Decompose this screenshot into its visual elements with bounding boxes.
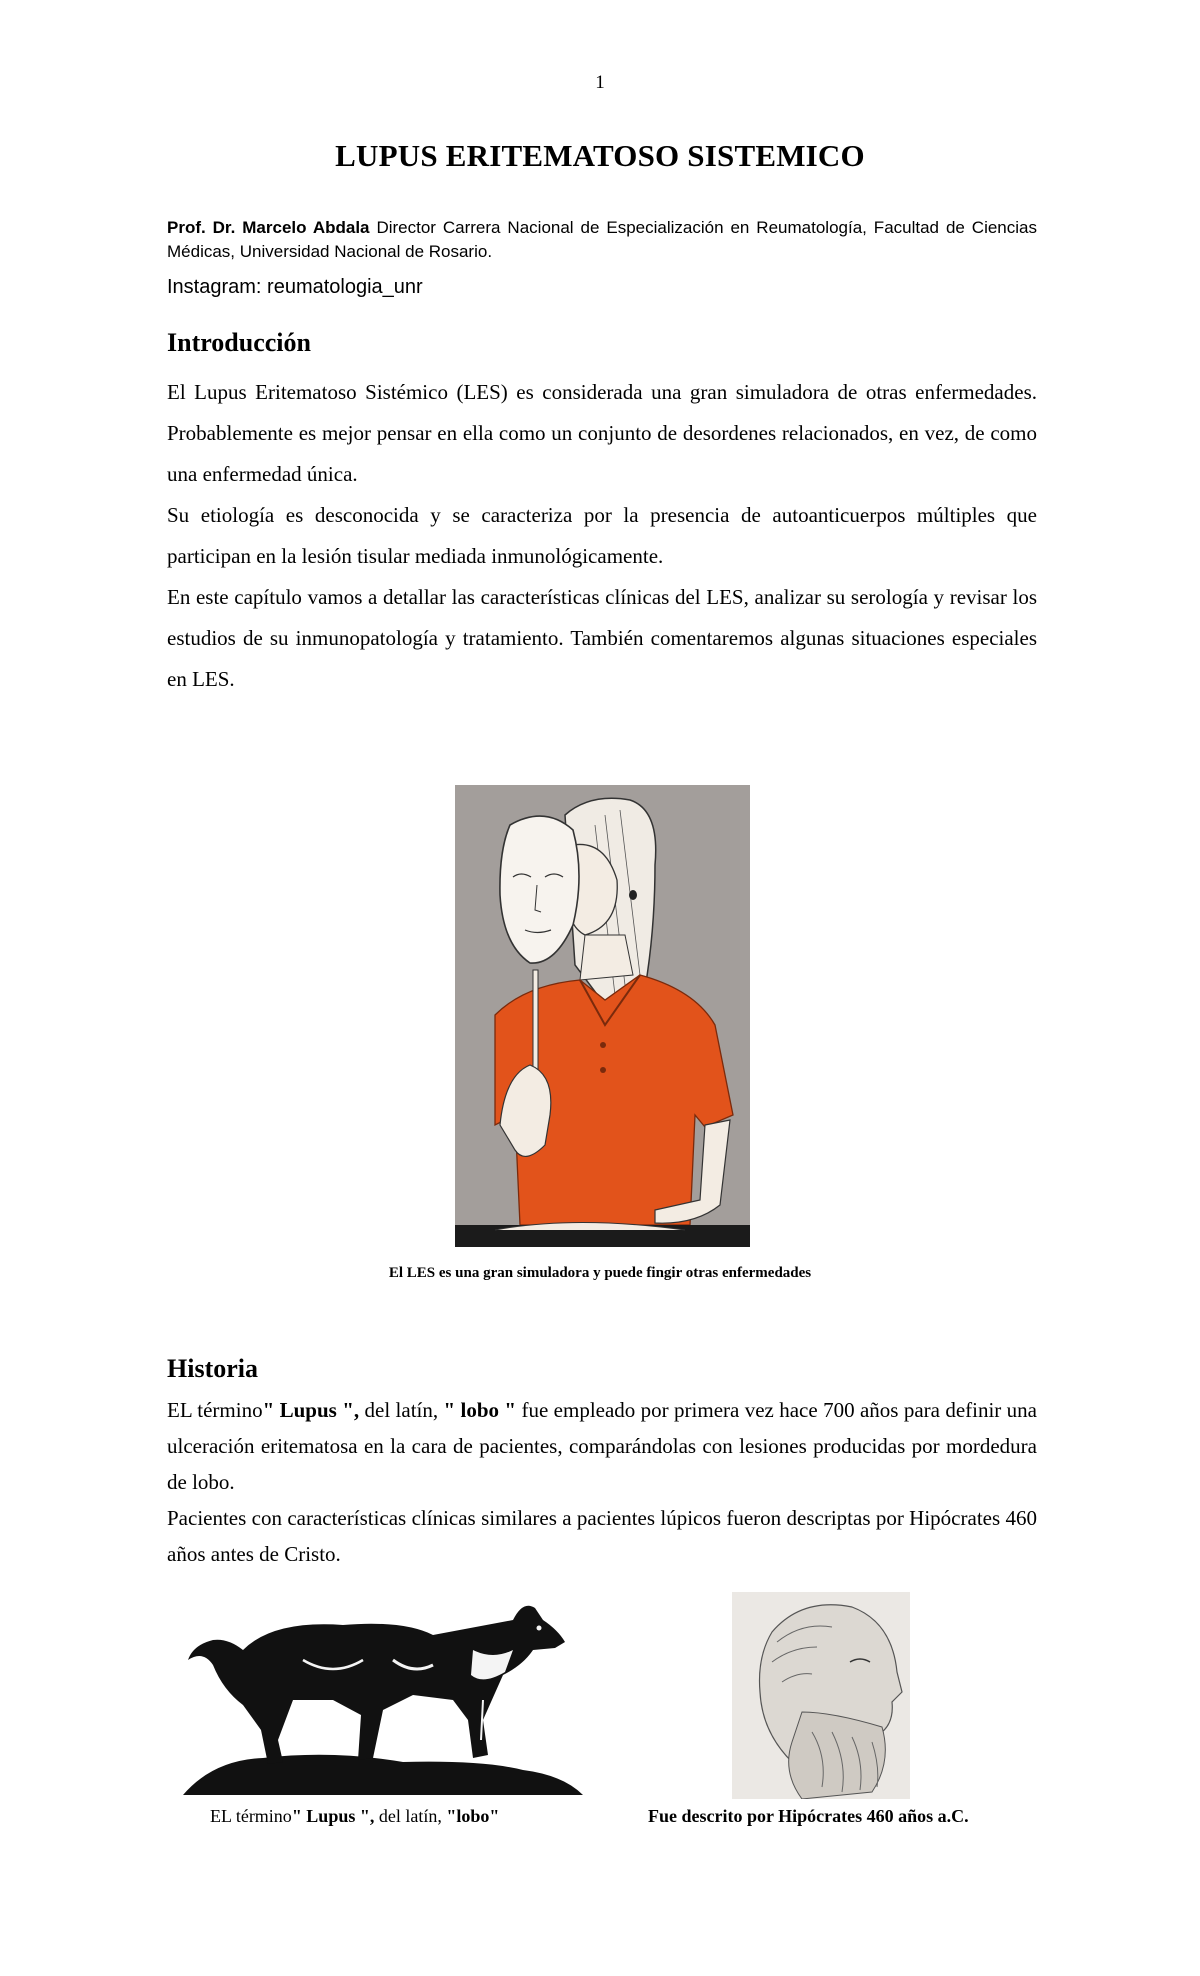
bold-term-lupus: " Lupus ",	[291, 1806, 375, 1826]
historia-paragraph	[167, 1392, 1037, 1500]
text-run: del latín,	[359, 1398, 444, 1422]
wolf-illustration	[183, 1590, 583, 1800]
text-run: EL término	[167, 1398, 263, 1422]
bold-term-lobo: " lobo "	[443, 1398, 517, 1422]
author-affiliation: Director Carrera Nacional de Especialización en Reumatología, Facultad de Ciencias Médicas, Universidad Nacional de Rosario.	[167, 218, 1037, 261]
hippocrates-image	[732, 1592, 910, 1799]
page-number: 1	[595, 72, 605, 93]
figure-caption: El LES es una gran simuladora y puede fingir otras enfermedades	[388, 1265, 812, 1281]
hippocrates-caption: Fue descrito por Hipócrates 460 años a.C.	[648, 1806, 969, 1826]
historia-text	[167, 1392, 1037, 1572]
historia-paragraph: Pacientes con características clínicas similares a pacientes lúpicos fueron descriptas por Hipócrates 460 años antes de Cristo.	[167, 1506, 1037, 1566]
intro-paragraph: El Lupus Eritematoso Sistémico (LES) es considerada una gran simuladora de otras enfermedades. Probablemente es mejor pensar en ella como un conjunto de desordenes relacionados, en vez, de como una enfermedad única.	[167, 380, 1037, 486]
historia-heading: Historia	[167, 1354, 258, 1383]
mask-woman-image	[455, 785, 750, 1247]
author-block	[167, 216, 1037, 264]
text-run: EL término	[210, 1806, 292, 1826]
text-run: del latín,	[374, 1806, 447, 1826]
mask-illustration	[455, 785, 750, 1247]
intro-heading: Introducción	[167, 328, 311, 357]
intro-text	[167, 372, 1037, 700]
wolf-image	[183, 1590, 583, 1800]
hippocrates-portrait	[732, 1592, 910, 1799]
intro-paragraph: En este capítulo vamos a detallar las características clínicas del LES, analizar su serología y revisar los estudios de su inmunopatología y tratamiento. También comentaremos algunas situaciones especiales en LES.	[167, 585, 1037, 691]
bold-term-lobo: "lobo"	[446, 1806, 500, 1826]
bold-term-lupus: " Lupus ",	[262, 1398, 360, 1422]
author-name: Prof. Dr. Marcelo Abdala	[167, 218, 370, 237]
intro-paragraph: Su etiología es desconocida y se caracteriza por la presencia de autoanticuerpos múltiples que participan en la lesión tisular mediada inmunológicamente.	[167, 503, 1037, 568]
text-run: fue empleado por primera vez hace 700 años para definir una ulceración eritematosa en la cara de pacientes, comparándolas con lesiones producidas por mordedura de lobo.	[167, 1398, 1038, 1494]
instagram-handle: Instagram: reumatologia_unr	[167, 276, 423, 298]
wolf-caption	[210, 1806, 499, 1827]
document-title: LUPUS ERITEMATOSO SISTEMICO	[335, 138, 865, 173]
